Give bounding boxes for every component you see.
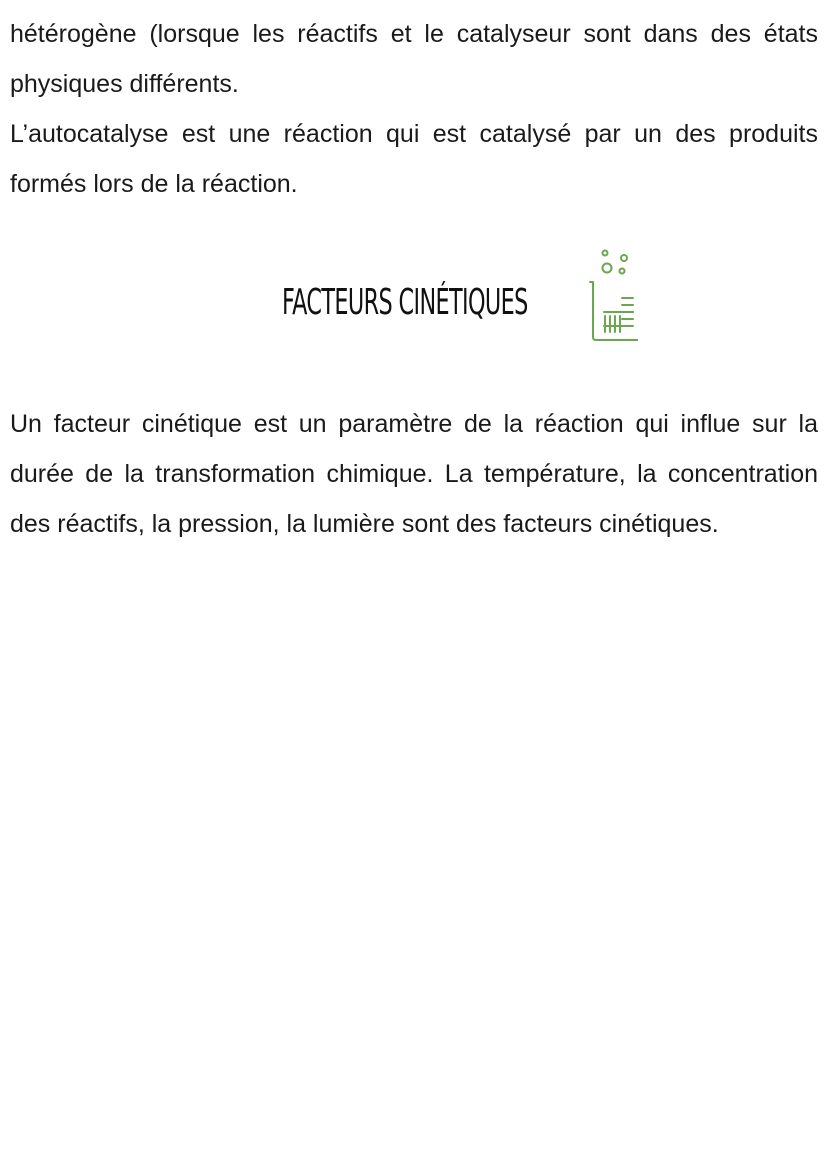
intro-section [10,9,818,209]
kinetic-factors-paragraph: Un facteur cinétique est un paramètre de la réaction qui influe sur la durée de la transformation chimique. La température, la concentration des réactifs, la pression, la lumière sont des facteurs cinétiques. [10,410,818,538]
section-title: FACTEURS CINÉTIQUES [282,282,528,323]
intro-paragraph-autocatalysis: L’autocatalyse est une réaction qui est catalysé par un des produits formés lors de la réaction. [10,120,818,198]
section-body [10,399,818,549]
beaker-icon [578,246,638,346]
section-heading [10,246,818,346]
intro-paragraph-catalysis: hétérogène (lorsque les réactifs et le catalyseur sont dans des états physiques différents. [10,20,818,98]
